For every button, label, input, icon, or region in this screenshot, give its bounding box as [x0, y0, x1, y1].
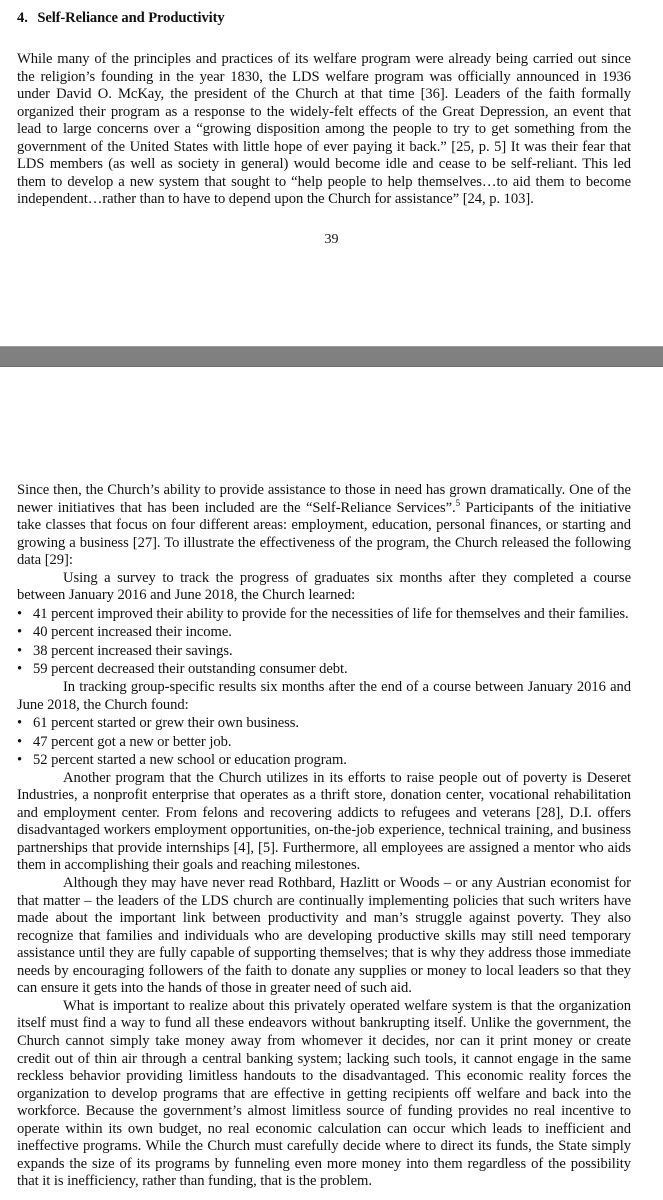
list-item-text: 40 percent increased their income.: [33, 624, 232, 641]
document-page-40: [0, 367, 663, 1200]
survey-results-list: [17, 606, 631, 679]
paragraph-deseret-industries: Another program that the Church utilizes in its efforts to raise people out of poverty is Deseret Industries, a nonprofit enterprise that operates as a thrift store, donation center, vocational rehabilitation and employment center. From felons and recovering addicts to refugees and veterans [28], D.I. offers disadvantaged workers employment opportunities, on-the-job experience, technical training, and business partnerships that provide internships [4], [5]. Furthermore, all employees are assigned a mentor who aids them in accomplishing their goals and reaching milestones.: [17, 769, 631, 874]
paragraph-group-intro: In tracking group-specific results six months after the end of a course between January 2016 and June 2018, the Church found:: [17, 679, 631, 713]
bullet-icon: •: [17, 624, 23, 641]
bullet-icon: •: [17, 733, 23, 750]
list-item: [17, 624, 631, 642]
group-results-list: [17, 715, 631, 770]
list-item: [17, 752, 631, 770]
bullet-icon: •: [17, 715, 23, 732]
paragraph-austrian-economics: Although they may have never read Rothbard, Hazlitt or Woods – or any Austrian economist for that matter – the leaders of the LDS church are continually implementing policies that such writers have made about the important link between productivity and man’s struggle against poverty. They also recognize that families and individuals who are developing productive skills may still need temporary assistance until they are fully capable of supporting themselves; that is why they address those immediate needs by encouraging followers of the faith to donate any supplies or money to local leaders so that they can ensure it gets into the hands of those in greater need of such aid.: [17, 875, 631, 997]
paragraph-private-funding: What is important to realize about this privately operated welfare system is that the organization itself must find a way to fund all these endeavors without bankrupting itself. Unlike the government, the Church cannot simply take money away from whomever it decides, nor can it print money or create credit out of thin air through a central banking system; lacking such tools, it cannot engage in the same reckless behavior providing limitless handouts to the disadvantaged. This economic reality forces the organization to develop programs that are effective in getting recipients off welfare and back into the workforce. Because the government’s almost limitless source of funding provides no real incentive to operate within its own budget, no real economic calculation can occur which leads to inefficient and ineffective programs. While the Church must carefully decide where to direct its funds, the State simply expands the size of its programs by funneling even more money into them regardless of the possibility that it is inefficiency, rather than funding, that is the problem.: [17, 997, 631, 1190]
paragraph-text: Since then, the Church’s ability to provide assistance to those in need has grown dramatically. One of the newer initiatives that has been included are the “Self-Reliance Services”.: [17, 482, 631, 516]
list-item-text: 47 percent got a new or better job.: [33, 733, 232, 750]
page-divider: [0, 346, 663, 367]
body-text-block: [17, 51, 631, 209]
bullet-icon: •: [17, 642, 23, 659]
list-item: [17, 734, 631, 752]
list-item-text: 38 percent increased their savings.: [33, 642, 233, 659]
paragraph-survey-intro: Using a survey to track the progress of graduates six months after they completed a course between January 2016 and June 2018, the Church learned:: [17, 569, 631, 604]
list-item: [17, 661, 631, 679]
list-item-text: 61 percent started or grew their own business.: [33, 715, 299, 732]
bullet-icon: •: [17, 605, 23, 622]
paragraph-text: Participants of the initiative take classes that focus on four different areas: employment, education, personal finances, or starting and growing a business [27]. To illustrate the effectiveness of the program, the Church released the following data [29]:: [17, 499, 631, 569]
list-item-text: 59 percent decreased their outstanding consumer debt.: [33, 661, 348, 678]
list-item-text: 52 percent started a new school or education program.: [33, 752, 347, 769]
body-text-block: [17, 482, 631, 1191]
paragraph-welfare-history: While many of the principles and practices of its welfare program were already being carried out since the religion’s founding in the year 1830, the LDS welfare program was officially announced in 1936 under David O. McKay, the president of the Church at that time [36]. Leaders of the faith formally organized their program as a response to the widely-felt effects of the Great Depression, an event that lead to large concerns over a “growing disposition among the people to try to get something from the government of the United States with little hope of ever paying it back.” [25, p. 5] It was their fear that LDS members (as well as society in general) would become idle and cease to be self-reliant. This led them to develop a new system that sought to “help people to help themselves…to aid them to become independent…rather than to have to depend upon the Church for assistance” [24, p. 103].: [17, 51, 631, 208]
list-item: [17, 643, 631, 661]
bullet-icon: •: [17, 752, 23, 769]
footnote-marker[interactable]: 5: [455, 497, 461, 508]
list-item-text: 41 percent improved their ability to provide for the necessities of life for themselves and their families.: [33, 605, 629, 622]
bullet-icon: •: [17, 661, 23, 678]
paragraph-self-reliance-services: [17, 482, 631, 570]
list-item: [17, 606, 631, 624]
section-title: Self-Reliance and Productivity: [37, 10, 225, 26]
document-page-39: [0, 0, 663, 346]
section-heading: [17, 9, 225, 27]
section-number: 4.: [17, 10, 28, 26]
list-item: [17, 715, 631, 733]
page-number: 39: [324, 232, 339, 247]
